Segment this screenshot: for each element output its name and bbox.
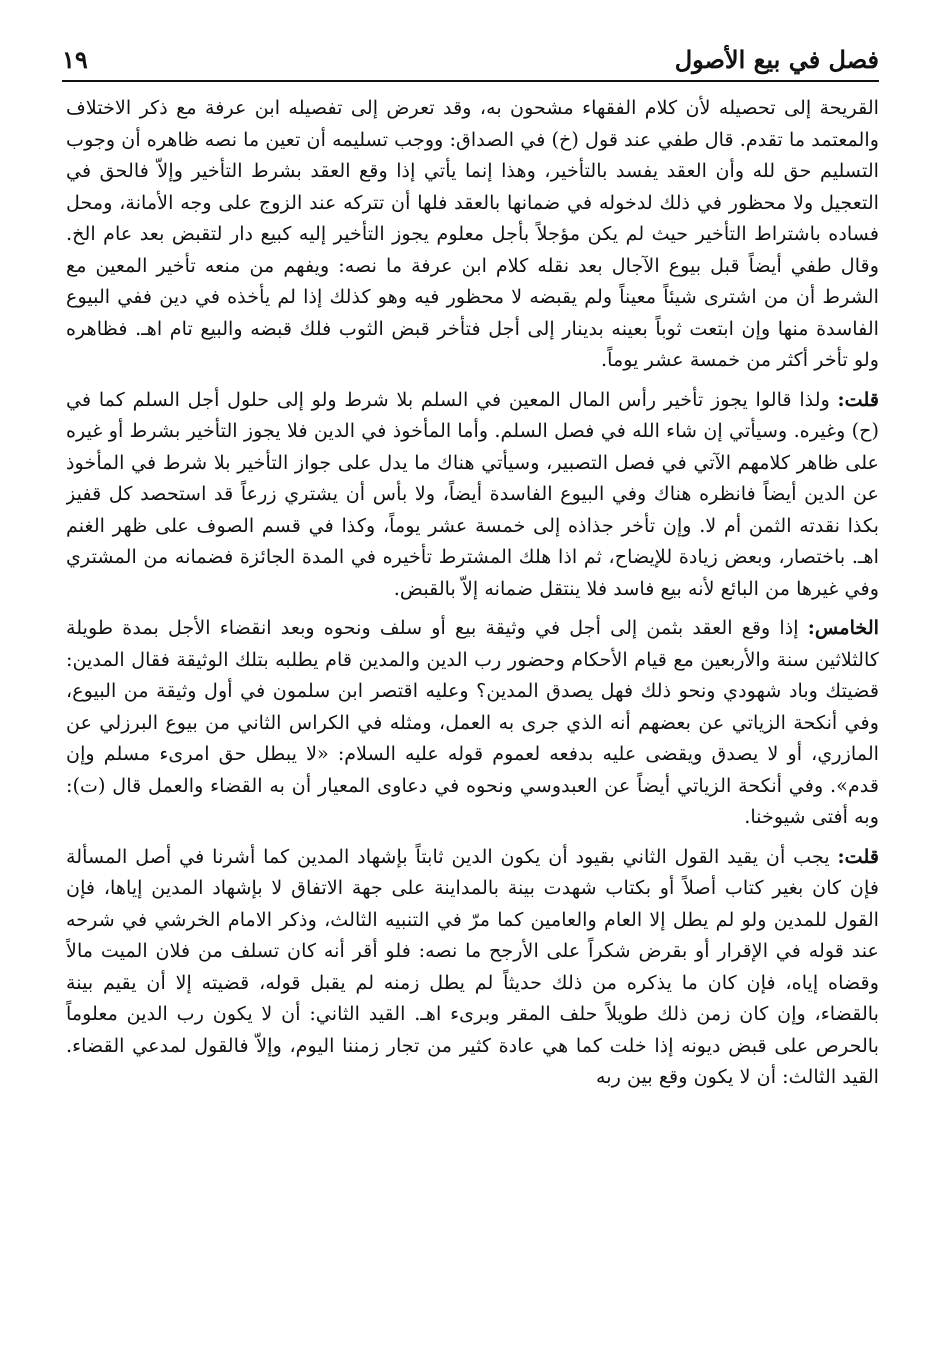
paragraph-text: القريحة إلى تحصيله لأن كلام الفقهاء مشحون به، وقد تعرض إلى تفصيله ابن عرفة مع ذكر الاختلاف والمعتمد ما تقدم. قال طفي عند قول (خ) في الصداق: ووجب تسليمه أن تعين ما نصه ظاهره أن وجوب التسليم حق لله وأن العقد يفسد بالتأخير، وهذا إنما يأتي إذا وقع العقد بشرط التأخير وإلاّ فالحق في التعجيل ولا محظور في ذلك لدخوله في ضمانها بالعقد فلها أن تتركه عند الزوج على وجه الأمانة، ومحل فساده باشتراط التأخير حيث لم يكن مؤجلاً بأجل معلوم يجوز التأخير إليه كبيع دار لتقبض بعد عام الخ. وقال طفي أيضاً قبل بيوع الآجال بعد نقله كلام ابن عرفة ما نصه: ويفهم من منعه تأخير المعين مع الشرط أن من اشترى شيئاً معيناً ولم يقبضه لا محظور فيه وهو كذلك إذا لم يأخذه في دين ففي البيوع الفاسدة منها وإن ابتعت ثوباً بعينه بدينار إلى أجل فتأخر قبض الثوب فلك قبضه والبيع تام اهـ. فظاهره ولو تأخر أكثر من خمسة عشر يوماً. xyxy=(66,96,879,371)
paragraph-1 xyxy=(66,92,879,376)
paragraph-4 xyxy=(66,841,879,1093)
paragraph-lead: قلت: xyxy=(837,844,879,868)
header-title: فصل في بيع الأصول xyxy=(674,45,879,74)
page-number: ١٩ xyxy=(62,45,88,74)
paragraph-lead: قلت: xyxy=(837,387,879,411)
paragraph-2 xyxy=(66,384,879,605)
body-text xyxy=(66,92,879,1310)
paragraph-text: يجب أن يقيد القول الثاني بقيود أن يكون الدين ثابتاً بإشهاد المدين كما أشرنا في أصل المسألة فإن كان بغير كتاب أصلاً أو بكتاب شهدت بينة بالمداينة على جهة الاتفاق لا بإشهاد المدين إياها، فإن القول للمدين ولو لم يطل إلا العام والعامين كما مرّ في التنبيه الثالث، وذكر الامام الخرشي في شرحه عند قوله في الإقرار أو بقرض شكراً على الأرجح ما نصه: فلو أقر أنه كان تسلف من فلان الميت مالاً وقضاه إياه، فإن كان ما يذكره من ذلك حديثاً لم يطل زمنه لم يقبل قوله، قضيته إلا أن يقيم بينة بالقضاء، وإن كان زمن ذلك طويلاً حلف المقر وبرىء اهـ. القيد الثاني: أن لا يكون رب الدين معلوماً بالحرص على قبض ديونه إذا خلت كما هي عادة كثير من تجار زمننا اليوم، وإلاّ فالقول لمدعي القضاء. القيد الثالث: أن لا يكون وقع بين ربه xyxy=(66,844,879,1088)
paragraph-lead: الخامس: xyxy=(807,616,879,639)
paragraph-text: ولذا قالوا يجوز تأخير رأس المال المعين في السلم بلا شرط ولو إلى حلول أجل السلم كما في (ح) وغيره. وسيأتي إن شاء الله في فصل السلم. وأما المأخوذ في الدين فلا يجوز التأخير بشرط أو غيره على ظاهر كلامهم الآتي في فصل التصبير، وسيأتي هناك ما يدل على جواز التأخير بلا شرط في المأخوذ عن الدين أيضاً فانظره هناك وفي البيوع الفاسدة أيضاً، ولا بأس أن يشتري زرعاً قد استحصد كل قفيز بكذا نقدته الثمن أم لا. وإن تأخر جذاذه إلى خمسة عشر يوماً، وكذا في قسم الصوف على ظهر الغنم اهـ. باختصار، وبعض زيادة للإيضاح، ثم اذا هلك المشترط تأخيره في المدة الجائزة فضمانه من المشتري وفي غيرها من البائع لأنه بيع فاسد فلا ينتقل ضمانه إلاّ بالقبض. xyxy=(66,387,879,600)
paragraph-3 xyxy=(66,612,879,833)
running-header xyxy=(62,28,879,82)
paragraph-text: إذا وقع العقد بثمن إلى أجل في وثيقة بيع أو سلف ونحوه وبعد انقضاء الأجل بمدة طويلة كالثلاثين سنة والأربعين مع قيام الأحكام وحضور رب الدين والمدين قام يطلبه بتلك الوثيقة فقال المدين: قضيتك وباد شهودي ونحو ذلك فهل يصدق المدين؟ وعليه اقتصر ابن سلمون في أول وثيقة من البيوع، وفي أنكحة الزياتي عن بعضهم أنه الذي جرى به العمل، ومثله في الكراس الثاني من بيوع البرزلي عن المازري، أو لا يصدق ويقضى عليه بدفعه لعموم قوله عليه السلام: «لا يبطل حق امرىء مسلم وإن قدم». وفي أنكحة الزياتي أيضاً عن العبدوسي ونحوه في دعاوى المعيار أن به القضاء والعمل قال (ت): وبه أفتى شيوخنا. xyxy=(66,616,879,828)
